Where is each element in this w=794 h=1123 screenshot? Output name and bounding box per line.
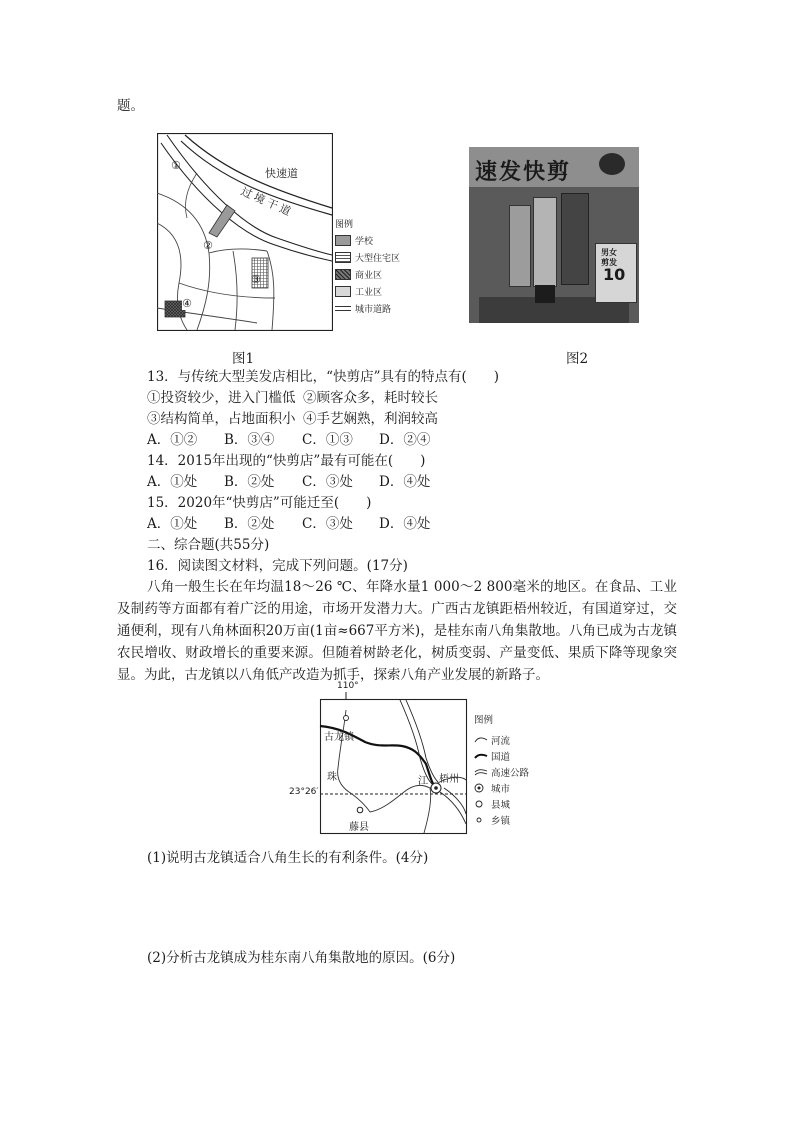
river-label-jiang: 江 [418,776,428,787]
river-label-zhu: 珠 [327,772,337,783]
figure1-legend [335,217,425,317]
q15-option-c[interactable]: C．③处 [302,516,353,532]
marker-4: ④ [182,297,192,310]
q16-material-paragraph: 八角一般生长在年均温18～26 ℃、年降水量1 000～2 800毫米的地区。在食品、工业及制药等方面都有着广泛的用途，市场开发潜力大。广西古龙镇距梧州较近，有国道穿过，交通便利，现有八角林面积20万亩(1亩≈667平方米)，是桂东南八角集散地。八角已成为古龙镇农民增收、财政增长的重要来源。但随着树龄老化，树质变弱、产量变低、果质下降等现象突显。为此，古龙镇以八角低产改造为抓手，探索八角产业发展的新路子。 [117,579,677,683]
vending-machine-1 [509,205,531,287]
legend-item-school [335,232,425,249]
latitude-label: 23°26′ [289,787,319,797]
legend-label: 河流 [491,736,511,747]
legend-item-county [474,796,550,812]
river-icon [474,736,488,744]
vending-machine-2 [533,197,557,287]
shop-sign-text: 速发快剪 [475,160,572,185]
legend-label: 大型住宅区 [355,254,401,264]
city-icon [474,783,488,793]
figure1-caption: 图1 [232,351,255,367]
legend-item-commercial [335,266,425,283]
county-tengxian-label: 藤县 [349,822,369,833]
promo-line2: 剪发 [601,258,617,267]
county-icon [474,799,488,809]
legend-label: 乡镇 [491,816,511,827]
legend-item-road [335,300,425,317]
q15-option-b[interactable]: B．②处 [224,516,275,532]
figure2-photo [469,147,639,323]
q13-option-b[interactable]: B．③④ [224,432,275,448]
marker-3: ③ [251,273,261,286]
chair-icon [535,285,555,303]
road-label-trunk: 过境干道 [238,184,296,220]
legend-item-town [474,812,550,828]
industrial-swatch-icon [335,286,351,297]
q15-stem: 15．2020年“快剪店”可能迁至( ) [147,495,372,511]
figure3-legend [474,712,550,828]
legend-label: 国道 [491,752,511,763]
q15-option-d[interactable]: D．④处 [379,516,431,532]
road-label-expressway: 快速道 [265,167,298,180]
town-icon [474,815,488,825]
q13-option-a[interactable]: A．①② [147,432,198,448]
previous-question-fragment: 题。 [117,98,144,114]
legend-title: 图例 [474,715,494,726]
q14-option-d[interactable]: D．④处 [379,474,431,490]
legend-label: 工业区 [355,288,383,298]
q14-stem: 14．2015年出现的“快剪店”最有可能在( ) [147,453,426,469]
national-road-icon [474,752,488,760]
section2-heading: 二、综合题(共55分) [147,537,270,553]
marker-2: ② [203,239,213,252]
legend-item-river [474,732,550,748]
legend-item-national-road [474,748,550,764]
q16-sub1: (1)说明古龙镇适合八角生长的有利条件。(4分) [147,850,429,866]
expressway-icon [474,768,488,776]
legend-label: 城市道路 [355,305,392,315]
legend-item-expressway [474,764,550,780]
commercial-swatch-icon [335,269,351,280]
legend-item-city [474,780,550,796]
q15-option-a[interactable]: A．①处 [147,516,198,532]
legend-label: 商业区 [355,271,383,281]
town-gulong-label: 古龙镇 [324,732,354,743]
legend-label: 学校 [355,237,374,247]
figure3-map [289,681,550,838]
q13-statement-2: ②顾客众多，耗时较长 [303,390,438,406]
legend-item-industrial [335,283,425,300]
road-swatch-icon [335,306,351,311]
figure2-caption: 图2 [566,351,589,367]
q13-option-d[interactable]: D．②④ [379,432,431,448]
q14-option-c[interactable]: C．③处 [302,474,353,490]
vending-machine-3 [561,193,589,285]
promo-line1: 男女 [601,248,617,257]
legend-label: 城市 [491,784,511,795]
marker-1: ① [171,159,181,172]
promo-price: 10 [603,265,626,284]
q16-sub2: (2)分析古龙镇成为桂东南八角集散地的原因。(6分) [147,950,456,966]
shop-logo-icon [599,153,625,175]
q14-option-a[interactable]: A．①处 [147,474,198,490]
q13-statement-4: ④手艺娴熟，利润较高 [303,411,438,427]
longitude-label: 110° [337,681,359,691]
legend-label: 县城 [491,800,511,811]
legend-title: 图例 [335,220,354,230]
school-swatch-icon [335,235,351,246]
q13-option-c[interactable]: C．①③ [302,432,353,448]
q13-statement-3: ③结构简单，占地面积小 [147,411,296,427]
q13-statement-1: ①投资较少，进入门槛低 [147,390,296,406]
legend-item-residential [335,249,425,266]
q16-stem: 16．阅读图文材料，完成下列问题。(17分) [147,558,408,574]
city-wuzhou-label: 梧州 [439,774,459,785]
residential-swatch-icon [335,252,351,263]
legend-label: 高速公路 [491,768,530,779]
figure1-map [157,133,401,331]
q13-stem: 13．与传统大型美发店相比，“快剪店”具有的特点有( ) [147,369,500,385]
q14-option-b[interactable]: B．②处 [224,474,275,490]
